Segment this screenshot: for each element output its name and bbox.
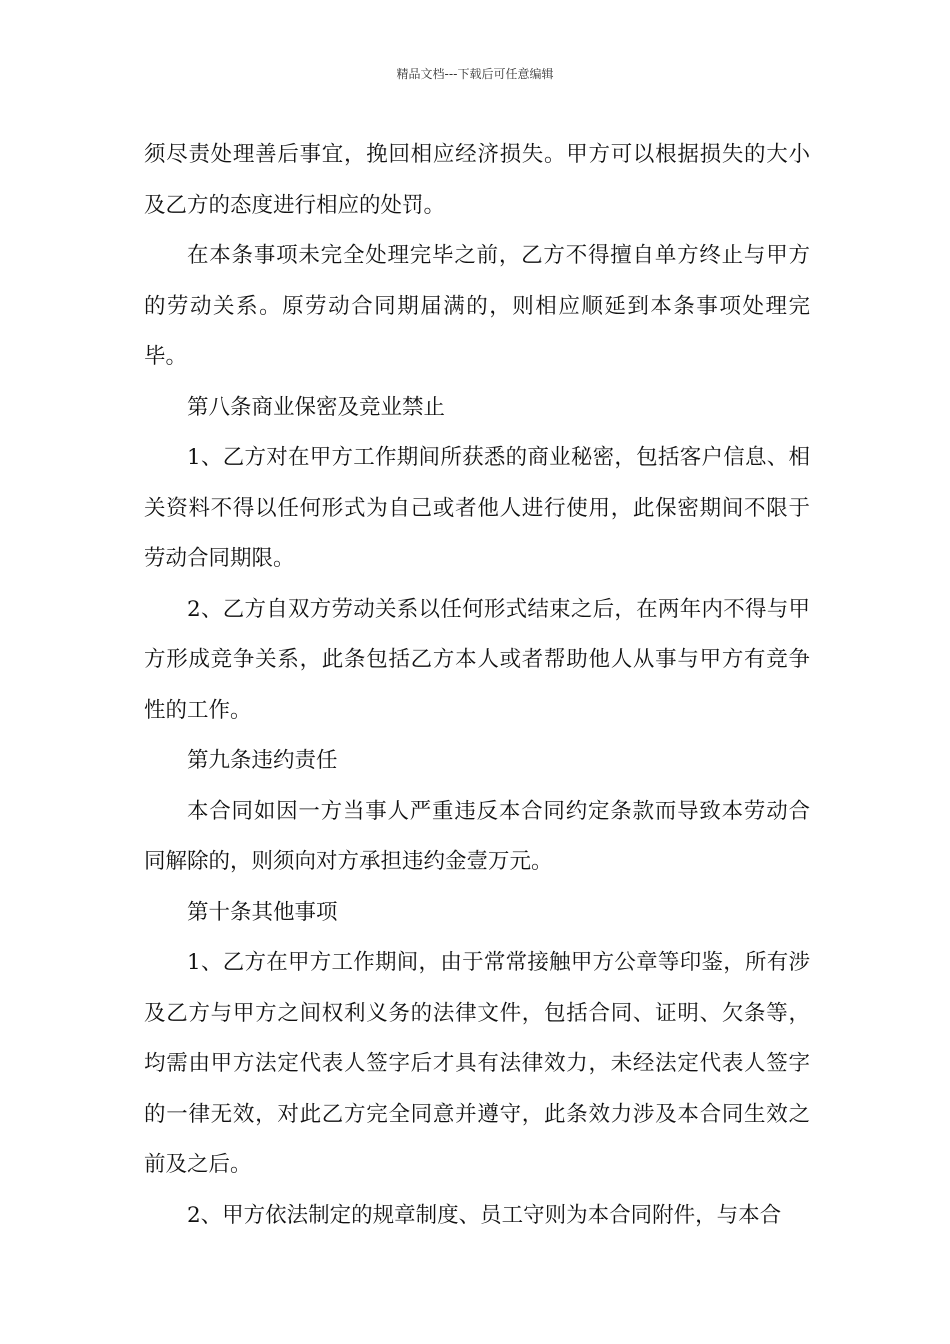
- page-header: 精品文档---下载后可任意编辑: [396, 67, 554, 81]
- document-body: [144, 130, 810, 1241]
- paragraph-continuation: 须尽责处理善后事宜，挽回相应经济损失。甲方可以根据损失的大小及乙方的态度进行相应的处罚。: [144, 142, 810, 218]
- article-8-heading: 第八条商业保密及竞业禁止: [187, 394, 446, 420]
- paragraph-termination-restriction: 在本条事项未完全处理完毕之前，乙方不得擅自单方终止与甲方的劳动关系。原劳动合同期届满的，则相应顺延到本条事项处理完毕。: [144, 243, 810, 369]
- article-9-body: 本合同如因一方当事人严重违反本合同约定条款而导致本劳动合同解除的，则须向对方承担违约金壹万元。: [144, 798, 810, 874]
- article-8-clause-2: 2、乙方自双方劳动关系以任何形式结束之后，在两年内不得与甲方形成竞争关系，此条包括乙方本人或者帮助他人从事与甲方有竞争性的工作。: [144, 596, 810, 723]
- article-9-heading: 第九条违约责任: [187, 748, 338, 773]
- article-10-clause-2: 2、甲方依法制定的规章制度、员工守则为本合同附件，与本合: [187, 1202, 782, 1228]
- article-10-heading: 第十条其他事项: [187, 899, 338, 925]
- article-8-clause-1: 1、乙方对在甲方工作期间所获悉的商业秘密，包括客户信息、相关资料不得以任何形式为自己或者他人进行使用，此保密期间不限于劳动合同期限。: [144, 445, 810, 571]
- article-10-clause-1: 1、乙方在甲方工作期间，由于常常接触甲方公章等印鉴，所有涉及乙方与甲方之间权利义务的法律文件，包括合同、证明、欠条等，均需由甲方法定代表人签字后才具有法律效力，未经法定代表人签字的一律无效，对此乙方完全同意并遵守，此条效力涉及本合同生效之前及之后。: [144, 950, 810, 1177]
